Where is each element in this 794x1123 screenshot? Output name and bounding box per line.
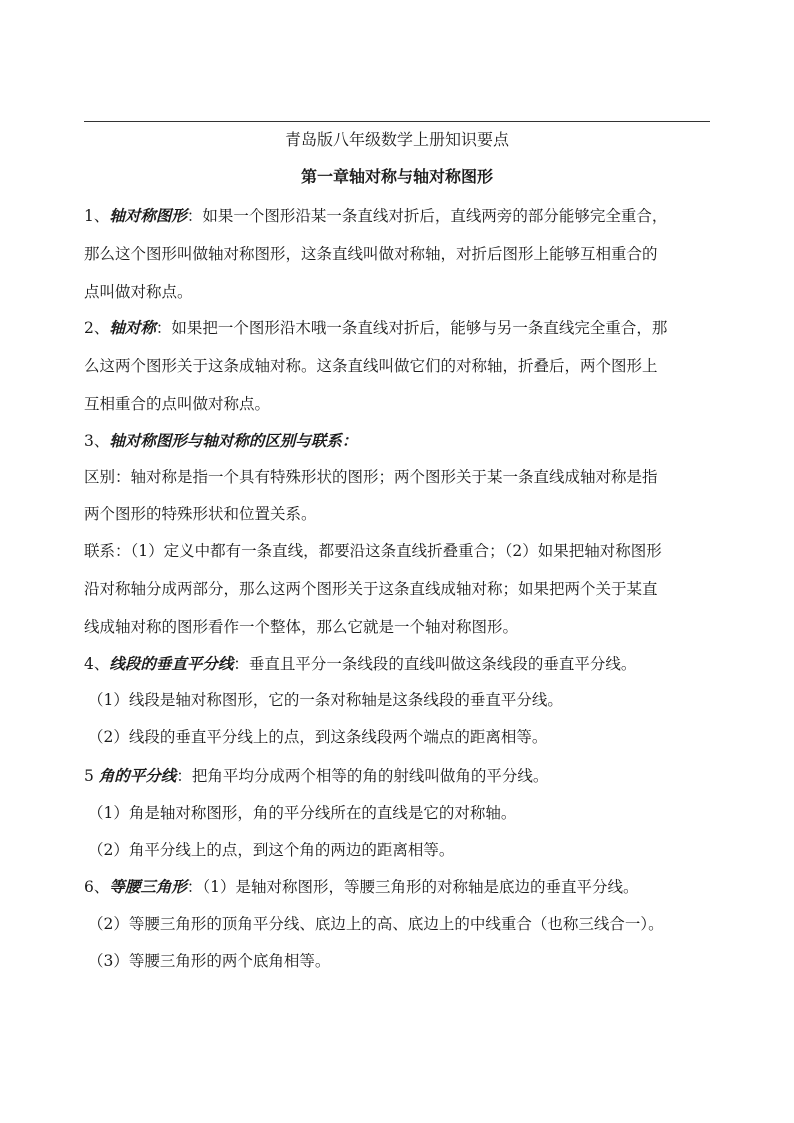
item-3-heading bbox=[84, 429, 357, 453]
item-4-term: 线段的垂直平分线 bbox=[109, 654, 234, 673]
item-6-sub-2: （2）等腰三角形的顶角平分线、底边上的高、底边上的中线重合（也称三线合一）。 bbox=[88, 915, 664, 933]
item-3-difference-line-2: 两个图形的特殊形状和位置关系。 bbox=[84, 505, 317, 523]
item-4-sub-1: （1）线段是轴对称图形，它的一条对称轴是这条线段的垂直平分线。 bbox=[88, 691, 563, 709]
item-2-number: 2、 bbox=[84, 319, 110, 337]
item-6-sub-3: （3）等腰三角形的两个底角相等。 bbox=[88, 952, 331, 970]
item-1-line-3: 点叫做对称点。 bbox=[84, 283, 193, 301]
item-1-line-1 bbox=[84, 204, 667, 228]
item-6-line-1 bbox=[84, 875, 639, 899]
item-5-number: 5 bbox=[84, 767, 99, 785]
item-2-line-2: 么这两个图形关于这条成轴对称。这条直线叫做它们的对称轴，折叠后，两个图形上 bbox=[84, 357, 658, 375]
item-5-sub-2: （2）角平分线上的点，到这个角的两边的距离相等。 bbox=[88, 841, 455, 859]
document-title: 青岛版八年级数学上册知识要点 bbox=[284, 130, 509, 149]
item-3-relation-line-3: 线成轴对称的图形看作一个整体，那么它就是一个轴对称图形。 bbox=[84, 618, 519, 636]
item-3-difference-line-1: 区别：轴对称是指一个具有特殊形状的图形；两个图形关于某一条直线成轴对称是指 bbox=[84, 468, 658, 486]
header-rule bbox=[84, 121, 710, 122]
item-2-text: ：如果把一个图形沿木哦一条直线对折后，能够与另一条直线完全重合，那 bbox=[155, 319, 668, 337]
item-3-relation-line-2: 沿对称轴分成两部分，那么这两个图形关于这条直线成轴对称；如果把两个关于某直 bbox=[84, 580, 658, 598]
item-4-line-1 bbox=[84, 652, 636, 676]
item-2-term: 轴对称 bbox=[109, 318, 156, 337]
item-1-number: 1、 bbox=[84, 207, 110, 225]
item-3-number: 3、 bbox=[84, 432, 110, 450]
item-4-sub-2: （2）线段的垂直平分线上的点，到这条线段两个端点的距离相等。 bbox=[88, 728, 548, 746]
item-1-line-2: 那么这个图形叫做轴对称图形，这条直线叫做对称轴，对折后图形上能够互相重合的 bbox=[84, 245, 658, 263]
item-5-term: 角的平分线 bbox=[98, 766, 177, 785]
item-6-text: ：（1）是轴对称图形，等腰三角形的对称轴是底边的垂直平分线。 bbox=[186, 878, 639, 896]
item-3-term: 轴对称图形与轴对称的区别与联系： bbox=[109, 431, 358, 450]
item-6-term: 等腰三角形 bbox=[109, 877, 187, 896]
item-5-text: ：把角平均分成两个相等的角的射线叫做角的平分线。 bbox=[176, 767, 549, 785]
item-1-text: ：如果一个图形沿某一条直线对折后，直线两旁的部分能够完全重合， bbox=[186, 207, 668, 225]
item-2-line-3: 互相重合的点叫做对称点。 bbox=[84, 395, 271, 413]
item-4-number: 4、 bbox=[84, 655, 110, 673]
item-5-line-1 bbox=[84, 764, 548, 788]
item-6-number: 6、 bbox=[84, 878, 110, 896]
item-1-term: 轴对称图形 bbox=[109, 206, 187, 225]
item-4-text: ：垂直且平分一条线段的直线叫做这条线段的垂直平分线。 bbox=[233, 655, 637, 673]
item-5-sub-1: （1）角是轴对称图形，角的平分线所在的直线是它的对称轴。 bbox=[88, 804, 517, 822]
item-2-line-1 bbox=[84, 316, 667, 340]
chapter-title: 第一章轴对称与轴对称图形 bbox=[300, 167, 493, 186]
item-3-relation-line-1: 联系：（1）定义中都有一条直线，都要沿这条直线折叠重合；（2）如果把轴对称图形 bbox=[84, 542, 662, 560]
